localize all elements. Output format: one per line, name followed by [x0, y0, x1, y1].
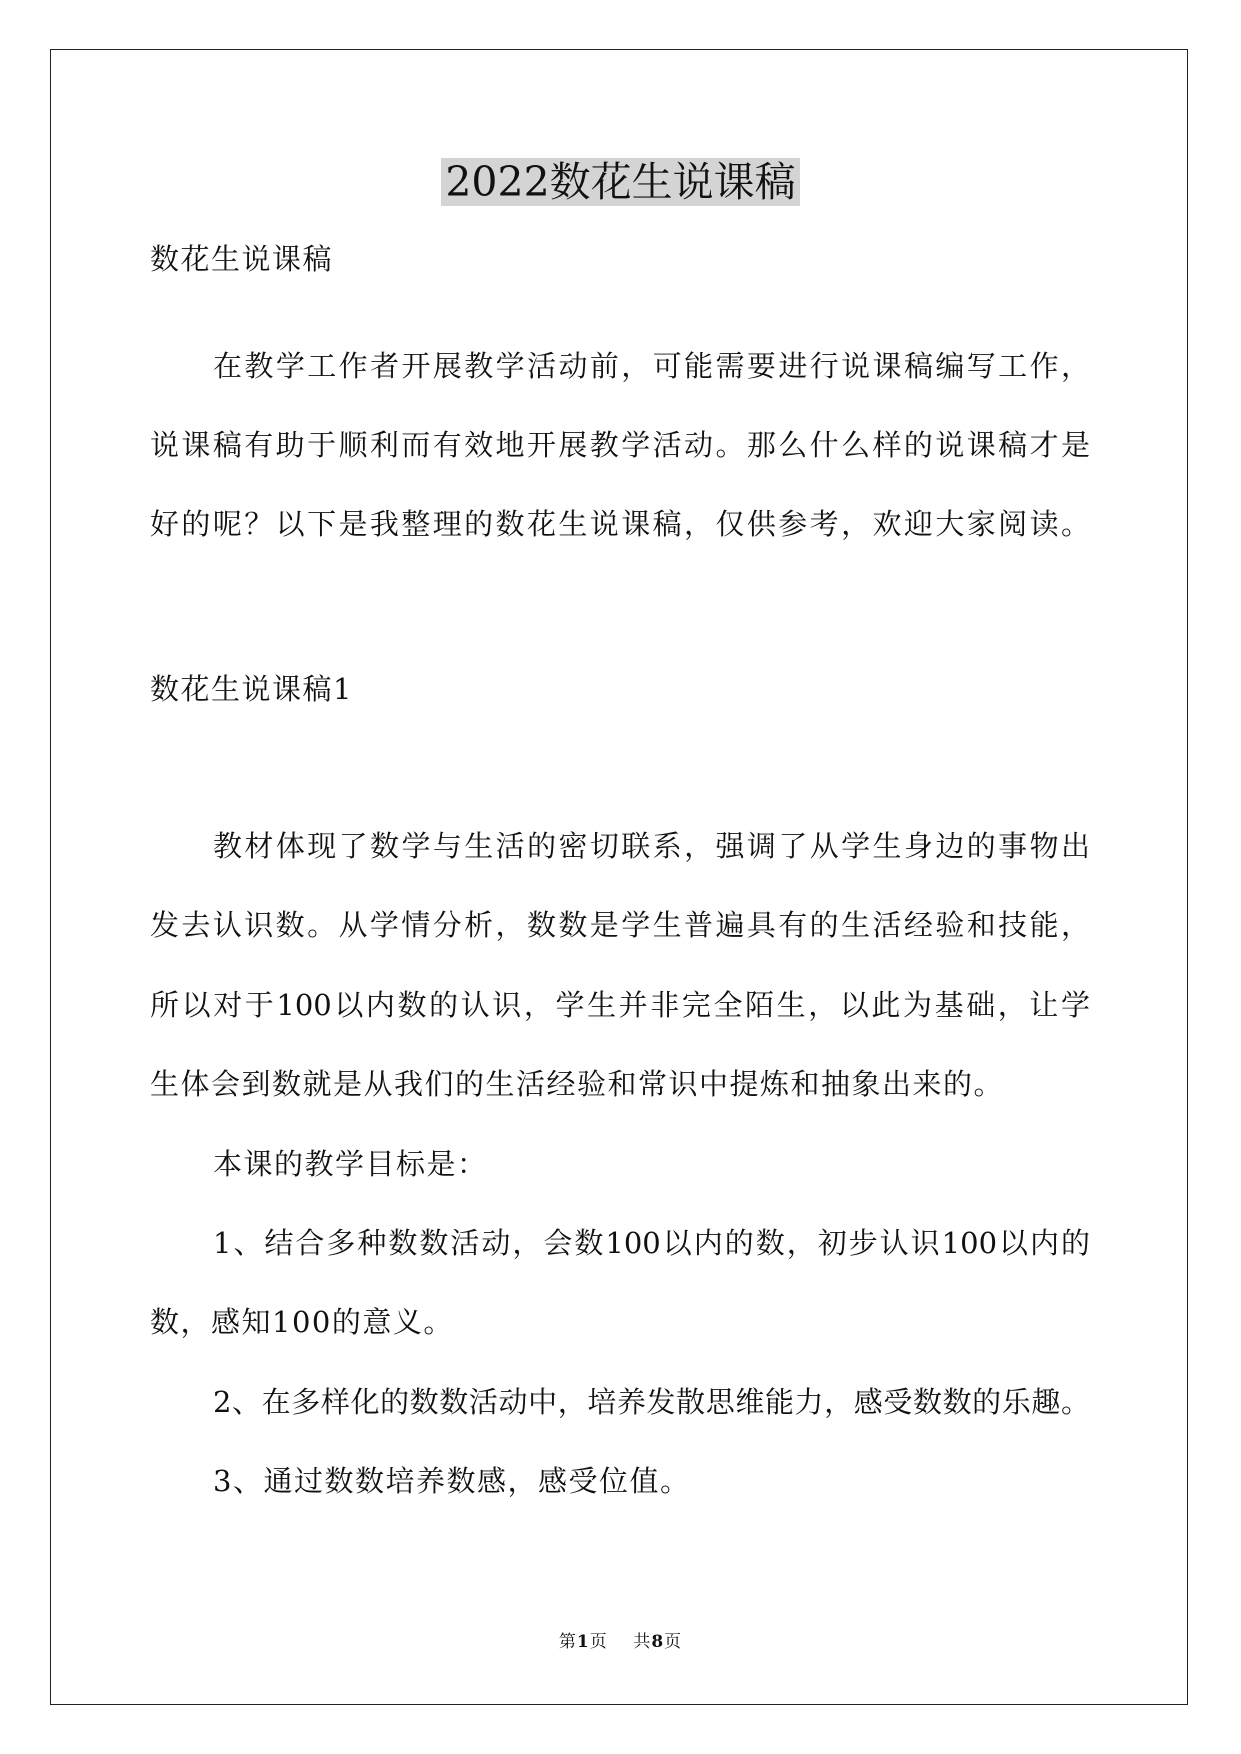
- paragraph-1-line-2: 发去认识数。从学情分析，数数是学生普遍具有的生活经验和技能，: [150, 908, 1090, 942]
- goal-3: 3、通过数数培养数感，感受位值。: [213, 1464, 691, 1498]
- section-heading-1: 数花生说课稿1: [150, 672, 353, 706]
- page-border: [50, 49, 1188, 1705]
- paragraph-1-line-1: 教材体现了数学与生活的密切联系，强调了从学生身边的事物出: [213, 829, 1090, 863]
- page-footer: [0, 1630, 1241, 1654]
- paragraph-1-line-3: 所以对于100以内数的认识，学生并非完全陌生，以此为基础，让学: [150, 988, 1090, 1022]
- footer-page-suffix: 页: [589, 1632, 608, 1652]
- goal-1-line-1: 1、结合多种数数活动，会数100以内的数，初步认识100以内的: [213, 1226, 1090, 1260]
- goal-2: 2、在多样化的数数活动中，培养发散思维能力，感受数数的乐趣。: [213, 1385, 1090, 1419]
- footer-total-prefix: 共: [633, 1632, 652, 1652]
- document-title: [0, 152, 1241, 212]
- footer-page-total: 8: [651, 1632, 665, 1652]
- intro-line-1: 在教学工作者开展教学活动前，可能需要进行说课稿编写工作，: [213, 349, 1090, 383]
- paragraph-1-line-4: 生体会到数就是从我们的生活经验和常识中提炼和抽象出来的。: [150, 1067, 1005, 1101]
- goal-1-line-2: 数，感知100的意义。: [150, 1305, 454, 1339]
- footer-page-prefix: 第: [558, 1632, 577, 1652]
- footer-page-current: 1: [576, 1632, 590, 1652]
- main-heading: 数花生说课稿: [150, 242, 334, 276]
- goals-intro: 本课的教学目标是：: [213, 1147, 488, 1181]
- footer-total-suffix: 页: [664, 1632, 683, 1652]
- intro-line-2: 说课稿有助于顺利而有效地开展教学活动。那么什么样的说课稿才是: [150, 428, 1090, 462]
- document-title-text: 2022数花生说课稿: [441, 158, 799, 206]
- intro-line-3: 好的呢？以下是我整理的数花生说课稿，仅供参考，欢迎大家阅读。: [150, 507, 1090, 541]
